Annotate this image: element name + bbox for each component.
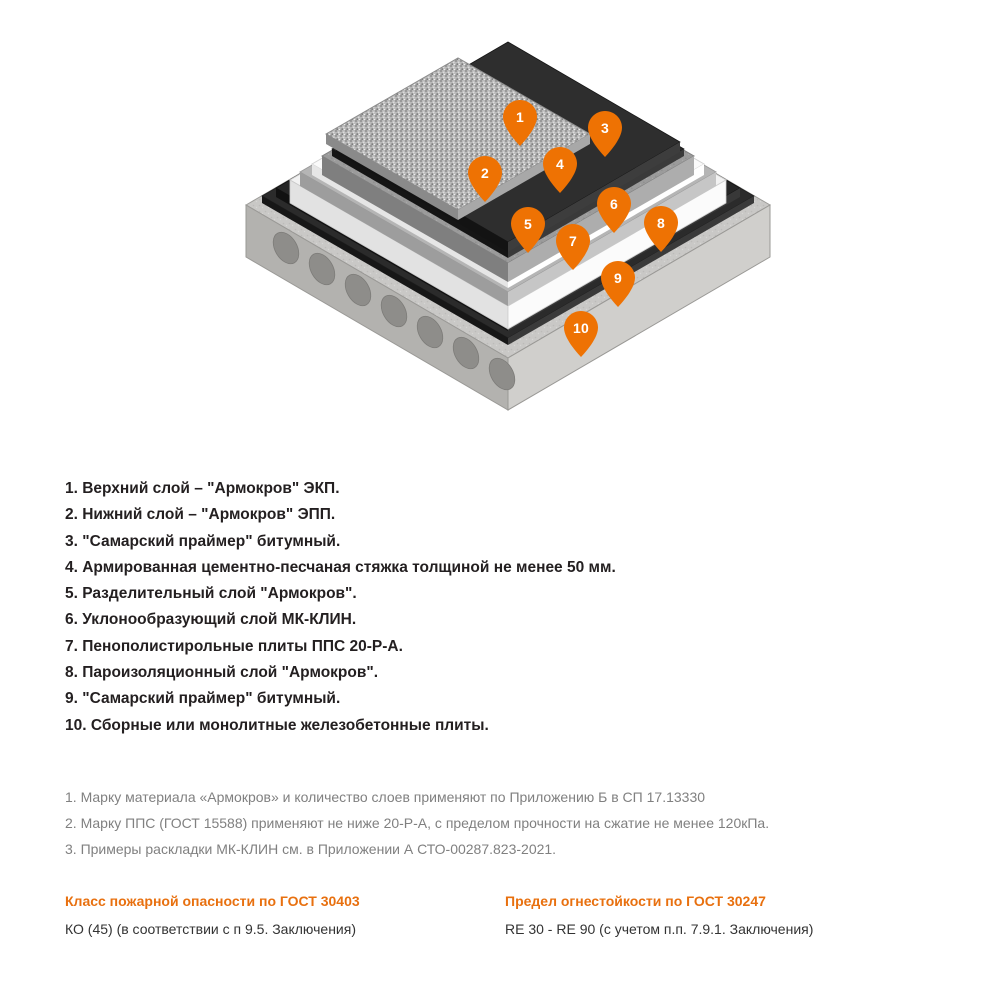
fire-hazard-block [65,890,505,939]
note-item: 3. Примеры раскладки МК-КЛИН см. в Приложении А СТО-00287.823-2021. [65,841,557,857]
roof-layers-illustration [0,0,1000,455]
marker-label: 1 [516,109,524,125]
fire-hazard-title: Класс пожарной опасности по ГОСТ 30403 [65,893,360,909]
legend-item: 8. Пароизоляционный слой "Армокров". [65,664,379,682]
notes-list [65,784,945,862]
marker-4[interactable] [543,147,577,193]
marker-label: 8 [657,215,665,231]
marker-label: 6 [610,196,618,212]
marker-5[interactable] [511,207,545,253]
marker-label: 3 [601,120,609,136]
fire-hazard-value: КО (45) (в соответствии с п 9.5. Заключения) [65,921,356,937]
marker-10[interactable] [564,311,598,357]
marker-3[interactable] [588,111,622,157]
marker-7[interactable] [556,224,590,270]
marker-label: 2 [481,165,489,181]
legend-item: 4. Армированная цементно-песчаная стяжка толщиной не менее 50 мм. [65,558,616,576]
note-item: 2. Марку ППС (ГОСТ 15588) применяют не ниже 20-Р-А, с пределом прочности на сжатие не менее 120кПа. [65,815,770,831]
marker-label: 9 [614,270,622,286]
marker-label: 4 [556,156,564,172]
fire-resistance-title: Предел огнестойкости по ГОСТ 30247 [505,893,766,909]
marker-label: 5 [524,216,532,232]
legend-item: 5. Разделительный слой "Армокров". [65,585,357,603]
legend-item: 7. Пенополистирольные плиты ППС 20-Р-А. [65,637,403,655]
legend-item: 9. "Самарский праймер" битумный. [65,690,341,708]
marker-8[interactable] [644,206,678,252]
fire-resistance-value: RE 30 - RE 90 (с учетом п.п. 7.9.1. Заключения) [505,921,814,937]
legend-item: 3. "Самарский праймер" битумный. [65,532,341,550]
marker-9[interactable] [601,261,635,307]
legend-item: 6. Уклонообразующий слой МК-КЛИН. [65,611,357,629]
legend-item: 10. Сборные или монолитные железобетонные плиты. [65,716,489,734]
marker-label: 10 [573,320,589,336]
marker-6[interactable] [597,187,631,233]
legend-item: 1. Верхний слой – "Армокров" ЭКП. [65,480,340,497]
marker-label: 7 [569,233,577,249]
marker-1[interactable] [503,100,537,146]
note-item: 1. Марку материала «Армокров» и количество слоев применяют по Приложению Б в СП 17.13330 [65,789,706,805]
legend-item: 2. Нижний слой – "Армокров" ЭПП. [65,506,336,524]
fire-resistance-block [505,890,945,939]
legend-list [65,476,925,739]
footer-specs [65,890,945,939]
marker-2[interactable] [468,156,502,202]
